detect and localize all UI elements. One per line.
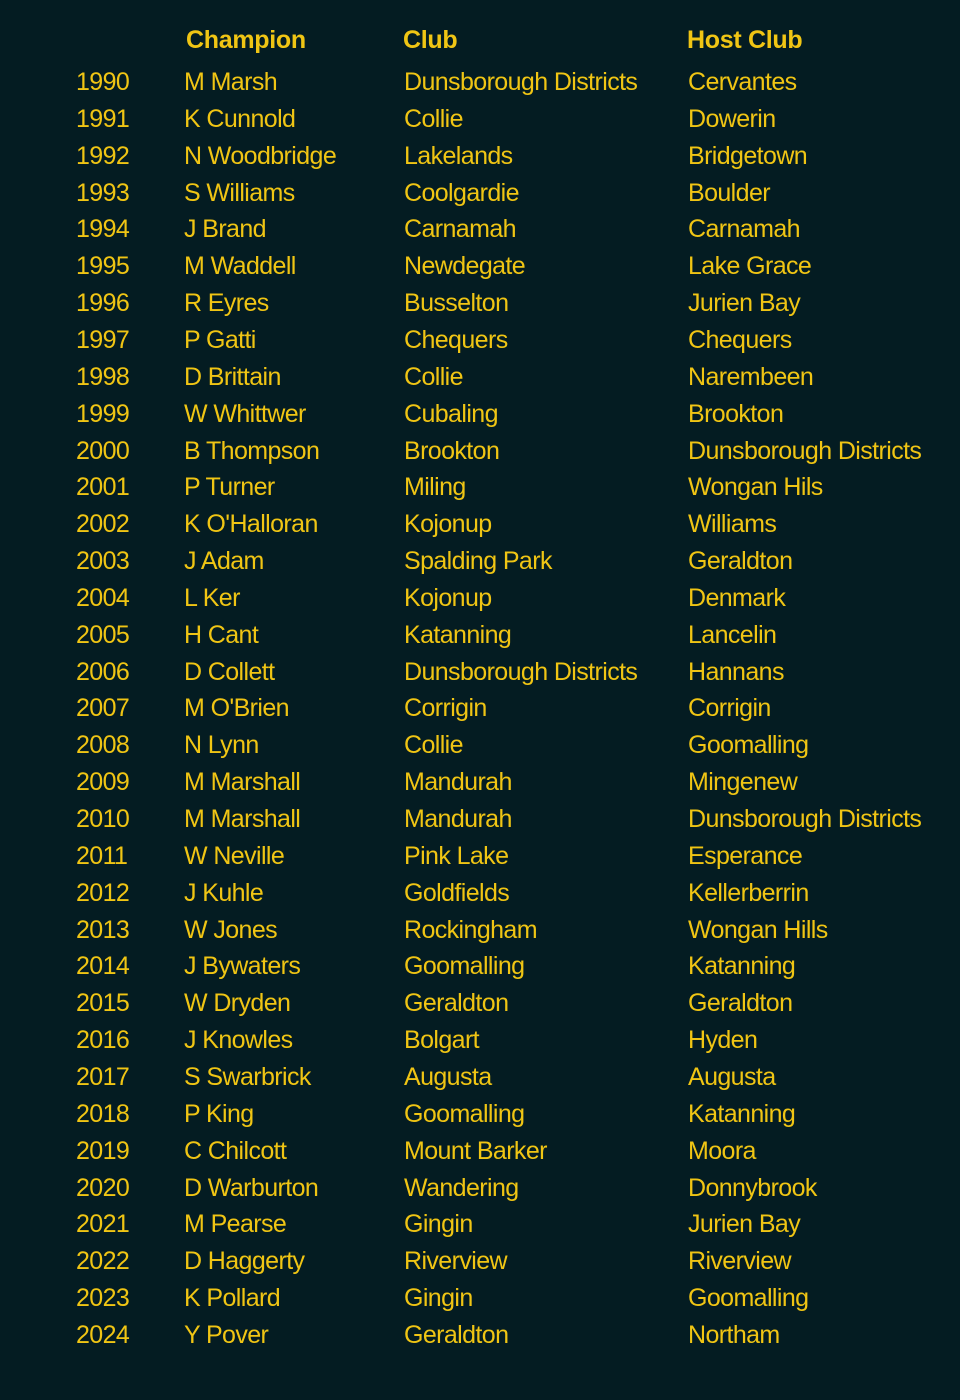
table-row — [0, 1208, 960, 1245]
champion-cell: M Waddell — [184, 252, 296, 280]
year-cell: 2022 — [76, 1247, 130, 1275]
header-host-club: Host Club — [687, 26, 803, 54]
club-cell: Pink Lake — [404, 842, 509, 870]
year-cell: 2016 — [76, 1026, 130, 1054]
year-cell: 2020 — [76, 1174, 130, 1202]
champion-cell: Y Pover — [184, 1321, 269, 1349]
champion-cell: J Kuhle — [184, 879, 264, 907]
champion-cell: D Brittain — [184, 363, 281, 391]
club-cell: Geraldton — [404, 1321, 509, 1349]
year-cell: 2012 — [76, 879, 130, 907]
header-club: Club — [403, 26, 458, 54]
table-row — [0, 545, 960, 582]
host-club-cell: Hyden — [688, 1026, 758, 1054]
year-cell: 2018 — [76, 1100, 130, 1128]
club-cell: Mount Barker — [404, 1137, 547, 1165]
club-cell: Gingin — [404, 1210, 473, 1238]
year-cell: 2001 — [76, 473, 130, 501]
champion-cell: K Pollard — [184, 1284, 281, 1312]
champion-cell: D Collett — [184, 658, 275, 686]
host-club-cell: Corrigin — [688, 694, 771, 722]
champion-cell: P Gatti — [184, 326, 256, 354]
host-club-cell: Jurien Bay — [688, 289, 801, 317]
champion-cell: K Cunnold — [184, 105, 296, 133]
year-cell: 2009 — [76, 768, 130, 796]
club-cell: Kojonup — [404, 584, 492, 612]
table-row — [0, 435, 960, 472]
table-row — [0, 1098, 960, 1135]
table-row — [0, 840, 960, 877]
club-cell: Collie — [404, 363, 463, 391]
club-cell: Newdegate — [404, 252, 526, 280]
champion-cell: P King — [184, 1100, 254, 1128]
club-cell: Wandering — [404, 1174, 519, 1202]
table-row — [0, 766, 960, 803]
host-club-cell: Brookton — [688, 400, 784, 428]
champion-cell: J Adam — [184, 547, 264, 575]
club-cell: Lakelands — [404, 142, 513, 170]
table-row — [0, 1319, 960, 1356]
club-cell: Goldfields — [404, 879, 510, 907]
year-cell: 1994 — [76, 215, 130, 243]
host-club-cell: Northam — [688, 1321, 780, 1349]
host-club-cell: Hannans — [688, 658, 784, 686]
year-cell: 1990 — [76, 68, 130, 96]
host-club-cell: Wongan Hills — [688, 916, 828, 944]
table-row — [0, 1135, 960, 1172]
host-club-cell: Bridgetown — [688, 142, 808, 170]
year-cell: 1996 — [76, 289, 130, 317]
host-club-cell: Dowerin — [688, 105, 776, 133]
table-row — [0, 803, 960, 840]
table-row — [0, 1172, 960, 1209]
table-row — [0, 213, 960, 250]
table-row — [0, 1282, 960, 1319]
club-cell: Dunsborough Districts — [404, 68, 638, 96]
champion-cell: N Lynn — [184, 731, 259, 759]
year-cell: 1993 — [76, 179, 130, 207]
table-row — [0, 914, 960, 951]
year-cell: 2010 — [76, 805, 130, 833]
host-club-cell: Katanning — [688, 1100, 796, 1128]
table-row — [0, 1024, 960, 1061]
host-club-cell: Augusta — [688, 1063, 776, 1091]
table-row — [0, 619, 960, 656]
club-cell: Goomalling — [404, 952, 525, 980]
year-cell: 1998 — [76, 363, 130, 391]
host-club-cell: Esperance — [688, 842, 803, 870]
host-club-cell: Moora — [688, 1137, 756, 1165]
table-row — [0, 987, 960, 1024]
champion-cell: N Woodbridge — [184, 142, 337, 170]
club-cell: Augusta — [404, 1063, 492, 1091]
table-row — [0, 950, 960, 987]
champion-cell: M Pearse — [184, 1210, 287, 1238]
table-row — [0, 1245, 960, 1282]
host-club-cell: Mingenew — [688, 768, 798, 796]
club-cell: Miling — [404, 473, 466, 501]
host-club-cell: Denmark — [688, 584, 786, 612]
year-cell: 1999 — [76, 400, 130, 428]
club-cell: Cubaling — [404, 400, 498, 428]
club-cell: Dunsborough Districts — [404, 658, 638, 686]
champion-cell: P Turner — [184, 473, 275, 501]
year-cell: 2006 — [76, 658, 130, 686]
champion-cell: C Chilcott — [184, 1137, 287, 1165]
year-cell: 1992 — [76, 142, 130, 170]
champion-cell: M Marshall — [184, 768, 301, 796]
club-cell: Geraldton — [404, 989, 509, 1017]
champion-cell: B Thompson — [184, 437, 320, 465]
table-row — [0, 177, 960, 214]
table-row — [0, 66, 960, 103]
host-club-cell: Jurien Bay — [688, 1210, 801, 1238]
table-row — [0, 508, 960, 545]
champion-cell: W Jones — [184, 916, 278, 944]
table-row — [0, 324, 960, 361]
host-club-cell: Riverview — [688, 1247, 791, 1275]
table-row — [0, 103, 960, 140]
host-club-cell: Kellerberrin — [688, 879, 809, 907]
table-row — [0, 656, 960, 693]
club-cell: Carnamah — [404, 215, 516, 243]
club-cell: Busselton — [404, 289, 509, 317]
champion-cell: L Ker — [184, 584, 240, 612]
host-club-cell: Donnybrook — [688, 1174, 817, 1202]
year-cell: 2019 — [76, 1137, 130, 1165]
host-club-cell: Williams — [688, 510, 777, 538]
year-cell: 2000 — [76, 437, 130, 465]
host-club-cell: Goomalling — [688, 1284, 809, 1312]
champion-cell: J Knowles — [184, 1026, 293, 1054]
host-club-cell: Geraldton — [688, 547, 793, 575]
host-club-cell: Narembeen — [688, 363, 814, 391]
club-cell: Collie — [404, 105, 463, 133]
host-club-cell: Carnamah — [688, 215, 800, 243]
host-club-cell: Cervantes — [688, 68, 797, 96]
year-cell: 2011 — [76, 842, 128, 870]
club-cell: Chequers — [404, 326, 508, 354]
year-cell: 2017 — [76, 1063, 130, 1091]
champion-cell: W Neville — [184, 842, 285, 870]
year-cell: 2008 — [76, 731, 130, 759]
year-cell: 2003 — [76, 547, 130, 575]
champion-cell: W Dryden — [184, 989, 291, 1017]
table-row — [0, 361, 960, 398]
year-cell: 2007 — [76, 694, 130, 722]
year-cell: 2023 — [76, 1284, 130, 1312]
year-cell: 1991 — [76, 105, 130, 133]
champion-cell: M Marshall — [184, 805, 301, 833]
year-cell: 2004 — [76, 584, 130, 612]
table-row — [0, 877, 960, 914]
club-cell: Goomalling — [404, 1100, 525, 1128]
host-club-cell: Katanning — [688, 952, 796, 980]
year-cell: 2005 — [76, 621, 130, 649]
club-cell: Katanning — [404, 621, 512, 649]
champion-cell: M O'Brien — [184, 694, 289, 722]
table-row — [0, 398, 960, 435]
champion-cell: R Eyres — [184, 289, 269, 317]
host-club-cell: Dunsborough Districts — [688, 437, 922, 465]
year-cell: 2015 — [76, 989, 130, 1017]
table-row — [0, 250, 960, 287]
champion-cell: W Whittwer — [184, 400, 306, 428]
champion-cell: K O'Halloran — [184, 510, 318, 538]
year-cell: 1995 — [76, 252, 130, 280]
champion-cell: S Swarbrick — [184, 1063, 311, 1091]
club-cell: Mandurah — [404, 768, 512, 796]
club-cell: Gingin — [404, 1284, 473, 1312]
club-cell: Rockingham — [404, 916, 537, 944]
table-row — [0, 287, 960, 324]
host-club-cell: Geraldton — [688, 989, 793, 1017]
host-club-cell: Wongan Hils — [688, 473, 823, 501]
club-cell: Collie — [404, 731, 463, 759]
host-club-cell: Dunsborough Districts — [688, 805, 922, 833]
champion-cell: D Haggerty — [184, 1247, 305, 1275]
host-club-cell: Chequers — [688, 326, 792, 354]
year-cell: 1997 — [76, 326, 130, 354]
club-cell: Mandurah — [404, 805, 512, 833]
year-cell: 2024 — [76, 1321, 130, 1349]
header-champion: Champion — [186, 26, 306, 54]
host-club-cell: Boulder — [688, 179, 770, 207]
host-club-cell: Lancelin — [688, 621, 777, 649]
host-club-cell: Goomalling — [688, 731, 809, 759]
table-row — [0, 1061, 960, 1098]
club-cell: Spalding Park — [404, 547, 552, 575]
year-cell: 2002 — [76, 510, 130, 538]
year-cell: 2013 — [76, 916, 130, 944]
host-club-cell: Lake Grace — [688, 252, 812, 280]
champion-cell: J Bywaters — [184, 952, 301, 980]
table-row — [0, 729, 960, 766]
table-row — [0, 140, 960, 177]
club-cell: Corrigin — [404, 694, 487, 722]
champion-cell: H Cant — [184, 621, 259, 649]
champion-cell: M Marsh — [184, 68, 278, 96]
table-row — [0, 471, 960, 508]
club-cell: Kojonup — [404, 510, 492, 538]
club-cell: Coolgardie — [404, 179, 519, 207]
club-cell: Brookton — [404, 437, 500, 465]
table-row — [0, 582, 960, 619]
table-row — [0, 692, 960, 729]
year-cell: 2021 — [76, 1210, 130, 1238]
club-cell: Bolgart — [404, 1026, 480, 1054]
year-cell: 2014 — [76, 952, 130, 980]
champion-cell: D Warburton — [184, 1174, 319, 1202]
champion-cell: J Brand — [184, 215, 266, 243]
champion-cell: S Williams — [184, 179, 295, 207]
club-cell: Riverview — [404, 1247, 507, 1275]
